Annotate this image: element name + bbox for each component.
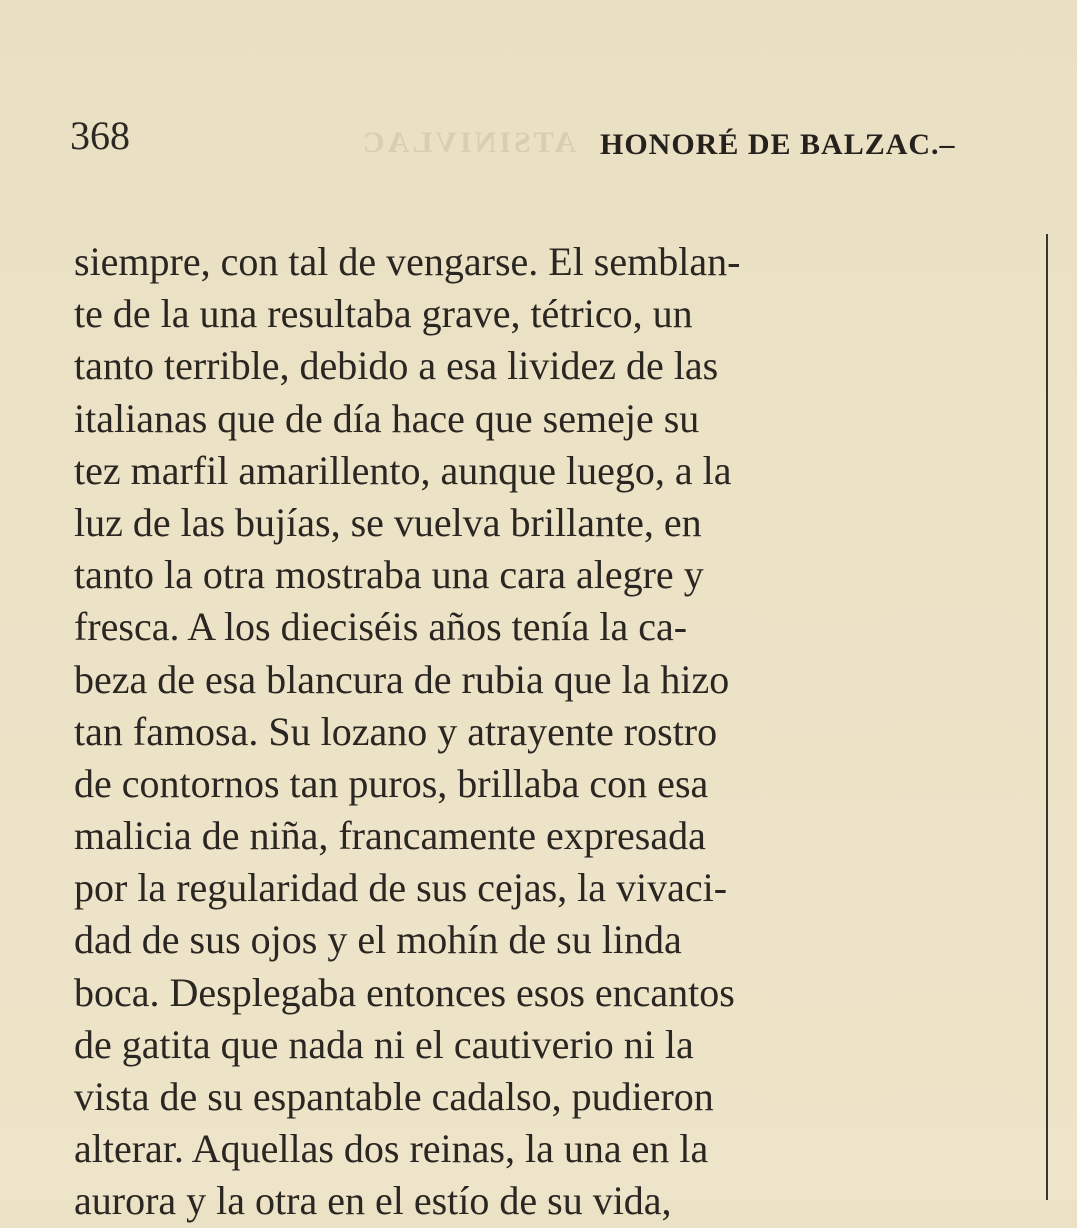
text-line: de gatita que nada ni el cautiverio ni la [74,1021,694,1067]
text-line: tez marfil amarillento, aunque luego, a la [74,447,732,493]
text-line: de contornos tan puros, brillaba con esa [74,760,709,806]
text-line: por la regularidad de sus cejas, la vivaci- [74,865,728,911]
text-line: alterar. Aquellas dos reinas, la una en la [74,1126,709,1172]
text-line: italianas que de día hace que semeje su [74,395,700,441]
body-text [74,236,1034,1228]
running-head: HONORÉ DE BALZAC.– [600,128,956,161]
text-line: siempre, con tal de vengarse. El semblan- [74,239,741,284]
text-line: luz de las bujías, se vuelva brillante, en [74,499,702,545]
text-line: tanto la otra mostraba una cara alegre y [74,552,704,598]
show-through-text: ATSINIVLAC [360,126,577,159]
column-rule [1046,234,1048,1200]
text-line: beza de esa blancura de rubia que la hizo [74,656,730,702]
text-line: dad de sus ojos y el mohín de su linda [74,917,682,963]
text-line: te de la una resultaba grave, tétrico, un [74,291,693,337]
text-line: malicia de niña, francamente expresada [74,813,706,859]
text-line: fresca. A los dieciséis años tenía la ca- [74,604,688,650]
page-number: 368 [70,113,130,158]
text-line: tan famosa. Su lozano y atrayente rostro [74,708,718,754]
text-line: tanto terrible, debido a esa lividez de las [74,343,719,389]
text-line: aurora y la otra en el estío de su vida, [74,1178,672,1224]
text-line: vista de su espantable cadalso, pudieron [74,1074,714,1119]
text-line: boca. Desplegaba entonces esos encantos [74,969,735,1015]
